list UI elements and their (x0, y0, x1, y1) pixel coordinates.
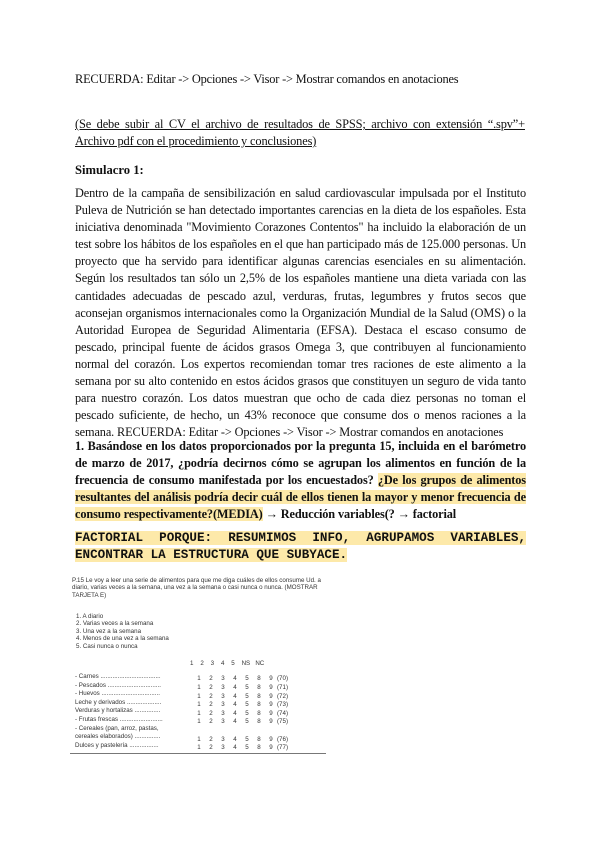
survey-scale-value: 2 (209, 701, 213, 709)
survey-scale-value: 5 (245, 718, 249, 726)
survey-scale-value: 3 (221, 709, 225, 717)
survey-scale-value: 8 (257, 709, 261, 717)
survey-question: P.15 Le voy a leer una serie de alimentos para que me diga cuáles de ellos consume Ud. a diario, varias veces a la semana, una vez a la semana o casi nunca o nunca. (MOSTRAR TARJETA E) (72, 577, 321, 599)
survey-scale-value: 1 (197, 701, 201, 709)
survey-scale-value: 9 (269, 692, 273, 700)
survey-image (70, 575, 326, 755)
survey-row (75, 707, 295, 717)
survey-scale-value: 5 (245, 735, 249, 743)
survey-scale-value: 4 (233, 684, 237, 691)
survey-row-label: - Carnes ................................... (75, 673, 161, 680)
survey-row-label: - Frutas frescas ......................... (75, 716, 163, 723)
survey-row-label: - Cereales (pan, arroz, pastas, (75, 724, 159, 732)
survey-scale-value: 1 (197, 692, 201, 700)
survey-scale-value: 8 (257, 701, 261, 709)
survey-option: 5. Casi nunca o nunca (76, 642, 138, 650)
survey-columns: 1 2 3 4 5 NS NC (190, 660, 265, 667)
survey-scale-value: 5 (245, 709, 249, 717)
question-highlight: ¿De los grupos de alimentos resultantes del análisis podría decir cuál de ellos tienen la mayor y menor frecuencia de consumo respectivamente?(MEDIA) (75, 473, 526, 522)
survey-scale-value: 9 (269, 735, 273, 743)
survey-divider (70, 753, 326, 754)
survey-options (76, 613, 169, 650)
survey-row-code: (77) (277, 744, 289, 752)
survey-scale-value: 3 (221, 718, 225, 726)
survey-scale-value: 3 (221, 701, 225, 709)
survey-scale-value: 2 (209, 692, 213, 700)
survey-row (75, 682, 295, 689)
survey-scale-value: 3 (221, 735, 225, 743)
survey-scale-value: 2 (209, 675, 213, 683)
survey-scale-value: 1 (197, 744, 201, 752)
survey-option: 3. Una vez a la semana (76, 627, 142, 635)
survey-row-code: (70) (277, 675, 289, 683)
survey-scale-value: 1 (197, 735, 201, 743)
survey-scale-value: 2 (209, 709, 213, 717)
survey-row-label: - Huevos .................................. (75, 690, 160, 698)
reminder-line: RECUERDA: Editar -> Opciones -> Visor -> Mostrar comandos en anotaciones (75, 72, 459, 86)
survey-scale-value: 8 (257, 675, 261, 683)
survey-scale-value: 3 (221, 744, 225, 752)
intro-paragraph: Dentro de la campaña de sensibilización en salud cardiovascular impulsada por el Instituto Puleva de Nutrición se han detectado importantes carencias en la dieta de los españoles. Esta iniciativa denominada "Movimiento Corazones Contentos" ha incluido la elaboración de un test sobre los hábitos de los españoles en el que han participado más de 125.000 personas. Un proyecto que ha servido para identificar algunas carencias esenciales en su alimentación. Según los resultados tan sólo un 2,5% de los españoles mantiene una dieta variada con las cantidades adecuadas de pescado azul, verduras, frutas, legumbres y frutos secos que aconsejan organismos internacionales como la Organización Mundial de la Salud (OMS) o la Autoridad Europea de Seguridad Alimentaria (EFSA). Destaca el escaso consumo de pescado, principal fuente de ácidos grasos Omega 3, que contribuyen al funcionamiento normal del corazón. Los expertos recomiendan tomar tres raciones de este alimento a la semana por su alto contenido en estos ácidos grasos que constituyen un seguro de vida tanto para nuestro corazón. Los datos muestran que ocho de cada diez personas no toman el pescado suficiente, de hecho, un 43% reconoce que consume dos o menos raciones a la semana. RECUERDA: Editar -> Opciones -> Visor -> Mostrar comandos en anotaciones (75, 186, 526, 440)
survey-scale-value: 9 (269, 718, 273, 726)
survey-scale-value: 5 (245, 744, 249, 752)
factorial-note (75, 530, 526, 564)
survey-scale-value: 2 (209, 744, 213, 752)
survey-scale-value: 4 (233, 744, 237, 752)
survey-row (75, 690, 295, 700)
survey-row-label: - Pescados ............................... (75, 681, 161, 689)
survey-scale-value: 1 (197, 675, 201, 683)
survey-scale-value: 3 (221, 692, 225, 700)
survey-row-code: (75) (277, 718, 289, 726)
survey-scale-value: 4 (233, 701, 237, 709)
survey-row-label: cereales elaborados) ............... (75, 733, 161, 741)
survey-scale-value: 4 (233, 675, 237, 683)
survey-row (75, 673, 295, 683)
survey-row (75, 698, 295, 709)
survey-scale-value: 8 (257, 692, 261, 700)
survey-row (75, 741, 295, 752)
survey-scale-value: 9 (269, 675, 273, 683)
upload-note: (Se debe subir al CV el archivo de resultados de SPSS; archivo con extensión “.spv”+ Archivo pdf con el procedimiento y conclusiones) (75, 117, 525, 148)
survey-option: 4. Menos de una vez a la semana (76, 635, 169, 643)
survey-option: 1. A diario (76, 613, 104, 620)
survey-scale-value: 5 (245, 701, 249, 709)
survey-scale-value: 5 (245, 692, 249, 700)
survey-scale-value: 4 (233, 692, 237, 700)
survey-scale-value: 2 (209, 718, 213, 726)
survey-scale-value: 4 (233, 718, 237, 726)
survey-scale-value: 1 (197, 718, 201, 726)
survey-scale-value: 8 (257, 744, 261, 752)
survey-option: 2. Varias veces a la semana (76, 620, 154, 628)
survey-scale-value: 9 (269, 701, 273, 709)
question-1 (75, 438, 526, 523)
survey-row-label: Verduras y hortalizas ............... (75, 707, 161, 715)
survey-scale-value: 8 (257, 718, 261, 726)
question-answer: → Reducción variables(? → factorial (262, 507, 457, 522)
survey-scale-value: 3 (221, 684, 225, 691)
survey-row (75, 725, 193, 732)
survey-scale-value: 5 (245, 675, 249, 683)
section-title: Simulacro 1: (75, 163, 144, 177)
survey-row-label: Dulces y pastelería ................. (75, 741, 159, 749)
survey-row-label: Leche y derivados .................... (75, 698, 162, 706)
survey-scale-value: 8 (257, 684, 261, 691)
survey-scale-value: 2 (209, 684, 213, 691)
survey-row-code: (76) (277, 735, 289, 743)
survey-row (75, 716, 295, 726)
survey-scale-value: 2 (209, 735, 213, 743)
factorial-highlight: FACTORIAL PORQUE: RESUMIMOS INFO, AGRUPAMOS VARIABLES, ENCONTRAR LA ESTRUCTURA QUE SUBYACE. (75, 531, 526, 562)
survey-scale-value: 9 (269, 744, 273, 752)
survey-scale-value: 1 (197, 709, 201, 717)
survey-row-code: (73) (277, 701, 289, 709)
survey-scale-value: 9 (269, 709, 273, 717)
question-text: 1. Basándose en los datos proporcionados por la pregunta 15, incluida en el barómetro de marzo de 2017, ¿podría decirnos cómo se agrupan los alimentos en función de la frecuencia de consumo manifestada por los encuestados? (75, 439, 526, 488)
survey-scale-value: 4 (233, 709, 237, 717)
survey-scale-value: 8 (257, 735, 261, 743)
survey-scale-value: 3 (221, 675, 225, 683)
survey-row (75, 733, 295, 743)
survey-row-code: (72) (277, 692, 289, 700)
survey-scale-value: 9 (269, 684, 273, 691)
survey-scale-value: 4 (233, 735, 237, 743)
survey-row-code: (74) (277, 709, 289, 717)
survey-scale-value: 1 (197, 684, 201, 691)
survey-row-code: (71) (277, 684, 289, 691)
survey-scale-value: 5 (245, 684, 249, 691)
